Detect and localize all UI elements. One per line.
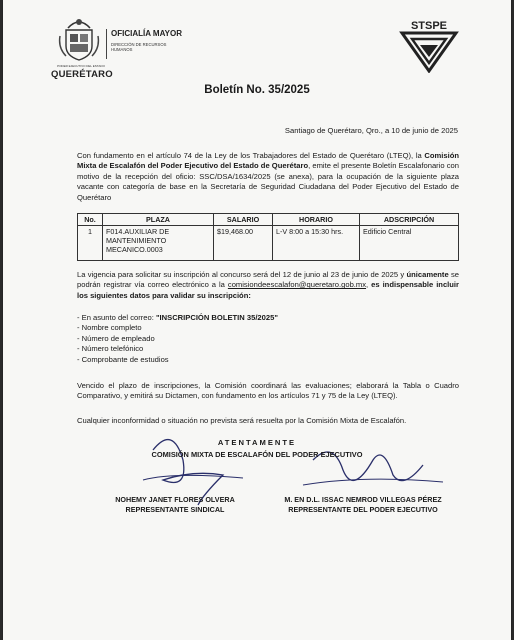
date-line: Santiago de Querétaro, Qro., a 10 de junio de 2025 [284,126,458,135]
list-item: - Número de empleado [77,333,155,343]
intro-text-1: Con fundamento en el artículo 74 de la Ley de los Trabajadores del Estado de Querétaro (LTEQ), la [77,151,425,160]
cell-adscripcion: Edificio Central [360,226,459,261]
list-item: - Comprobante de estudios [77,354,169,364]
intro-paragraph [77,151,459,203]
left-signer-name: NOHEMY JANET FLORES OLVERA [115,495,235,504]
list-item: - Nombre completo [77,323,142,333]
atentamente-label: ATENTAMENTE [217,438,297,447]
left-signer-role: REPRESENTANTE SINDICAL [125,505,225,514]
cell-horario: L-V 8:00 a 15:30 hrs. [273,226,360,261]
col-adscripcion: ADSCRIPCIÓN [360,214,459,226]
cell-plaza: F014.AUXILIAR DE MANTENIMIENTO MECANICO.0003 [103,226,214,261]
bulletin-title: Boletín No. 35/2025 [204,84,310,96]
intro-text-2: , emite el presente Boletín Escalafonario con motivo de la recepción del oficio: SSC/DSA/1634/2025 (se anexa), para la ocupación de la siguiente plaza vacante con categoría de base en la Secretaría de Seguridad Ciudadana del Poder Ejecutivo del Estado de Querétaro [77,161,459,202]
queretaro-seal-logo [58,16,100,62]
vigencia-unicamente: únicamente [406,270,449,279]
vigencia-text-1: La vigencia para solicitar su inscripción al concurso será del 12 de junio al 23 de junio de 2025 y [77,270,407,279]
gov-caption: PODER EJECUTIVO DEL ESTADO [57,64,105,68]
requirements-list [77,313,278,365]
stspe-logo-text: STSPE [410,20,448,32]
vigencia-text-2: se podrán registrar vía correo electrónico a la [77,270,459,290]
cell-salario: $19,468.00 [214,226,273,261]
state-label: QUERÉTARO [51,69,113,80]
right-signer-role: REPRESENTANTE DEL PODER EJECUTIVO [288,505,438,514]
vigencia-paragraph [77,270,459,301]
stspe-logo [394,15,464,73]
col-salario: SALARIO [214,214,273,226]
subject-value: "INSCRIPCIÓN BOLETIN 35/2025" [155,313,278,322]
signature-left [95,495,255,515]
commission-label: COMISIÓN MIXTA DE ESCALAFÓN DEL PODER EJECUTIVO [151,450,363,459]
vacancy-table [77,213,459,261]
list-item [77,313,278,323]
table-header-row [78,214,459,226]
inconformidad-paragraph: Cualquier inconformidad o situación no prevista será resuelta por la Comisión Mixta de Escalafón. [77,416,407,425]
table-row [78,226,459,261]
col-no: No. [78,214,103,226]
cell-no: 1 [78,226,103,261]
intro-commission: Comisión Mixta de Escalafón del Poder Ejecutivo del Estado de Querétaro [77,151,459,171]
list-item: - Número telefónico [77,344,144,354]
office-subtitle: DIRECCIÓN DE RECURSOS HUMANOS [111,42,167,52]
subject-prefix: - En asunto del correo: [77,313,156,322]
signature-right [258,495,468,515]
document-page [3,0,511,640]
office-title: OFICIALÍA MAYOR [106,29,182,59]
vigencia-comma: , [366,280,372,290]
vencido-paragraph: Vencido el plazo de inscripciones, la Comisión coordinará las evaluaciones; elaborará la Tabla o Cuadro Comparativo, y emitirá su Dictamen, con fundamento en los artículos 71 y 75 de la Ley (LTEQ). [77,381,459,401]
col-horario: HORARIO [273,214,360,226]
col-plaza: PLAZA [103,214,214,226]
vigencia-indispensable: es indispensable incluir los siguientes datos para validar su inscripción: [77,280,459,300]
email-link[interactable]: comisiondeescalafon@queretaro.gob.mx [227,280,367,290]
right-signer-name: M. EN D.L. ISSAC NEMROD VILLEGAS PÉREZ [284,495,442,504]
